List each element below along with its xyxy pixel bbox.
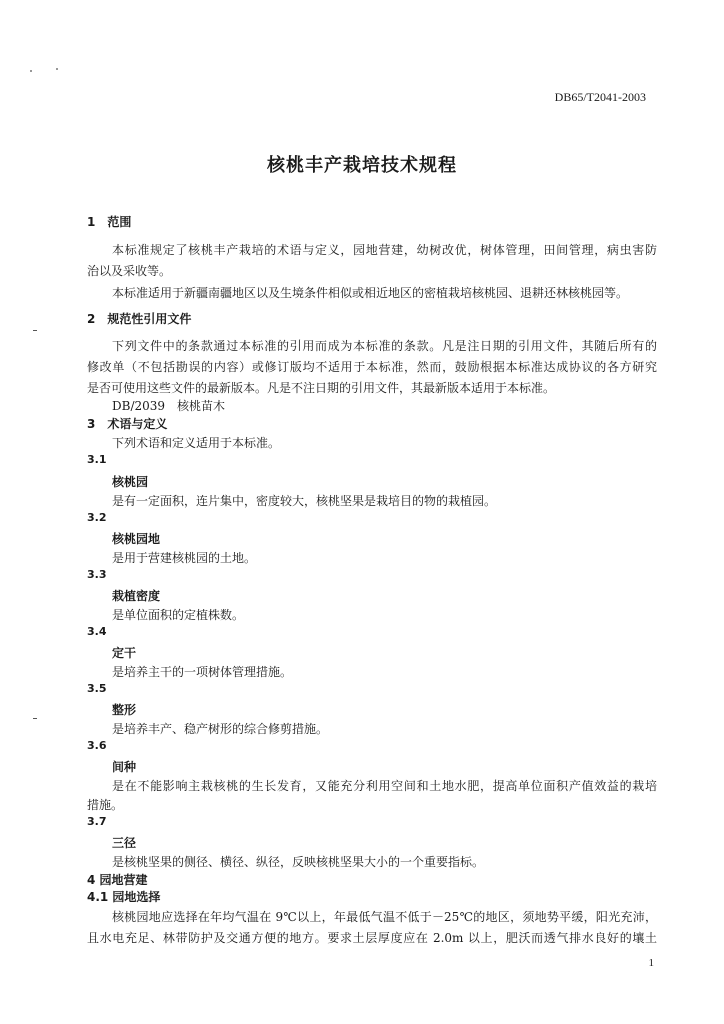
term-name: 栽植密度 <box>112 589 161 603</box>
scan-speck <box>56 68 58 70</box>
section-heading-terms: 3 术语与定义 <box>87 417 168 431</box>
term-name: 定干 <box>112 646 137 660</box>
paragraph-line: 下列文件中的条款通过本标准的引用而成为本标准的条款。凡是注日期的引用文件，其随后所有的 <box>112 339 657 353</box>
term-definition: 是用于营建核桃园的土地。 <box>112 551 257 565</box>
document-title: 核桃丰产栽培技术规程 <box>267 155 457 176</box>
term-name: 核桃园地 <box>112 532 161 546</box>
paragraph-line: 是否可使用这些文件的最新版本。凡是不注日期的引用文件，其最新版本适用于本标准。 <box>87 381 556 395</box>
clause-number: 3.7 <box>87 815 107 828</box>
binding-mark <box>33 330 37 331</box>
term-definition: 是培养丰产、稳产树形的综合修剪措施。 <box>112 722 329 736</box>
paragraph-line: 治以及采收等。 <box>87 264 172 278</box>
clause-number: 3.6 <box>87 739 107 752</box>
term-definition: 是有一定面积，连片集中，密度较大，核桃坚果是栽培目的物的栽植园。 <box>112 494 497 508</box>
term-name: 整形 <box>112 703 137 717</box>
paragraph-line: 且水电充足、林带防护及交通方便的地方。要求土层厚度应在 2.0m 以上，肥沃而透气排水良好的壤土 <box>87 931 657 945</box>
paragraph-line: 下列术语和定义适用于本标准。 <box>112 436 281 450</box>
term-definition: 是在不能影响主栽核桃的生长发育，又能充分利用空间和土地水肥，提高单位面积产值效益的栽培 <box>112 779 657 793</box>
term-name: 核桃园 <box>112 475 149 489</box>
paragraph-line: 本标准适用于新疆南疆地区以及生境条件相似或相近地区的密植栽培核桃园、退耕还林核桃园等。 <box>112 286 629 300</box>
term-definition: 是核桃坚果的侧径、横径、纵径，反映核桃坚果大小的一个重要指标。 <box>112 855 485 869</box>
reference-item: DB/2039 核桃苗木 <box>112 399 226 413</box>
section-heading-orchard: 4 园地营建 <box>87 873 148 887</box>
clause-number: 3.3 <box>87 568 107 581</box>
clause-number: 3.4 <box>87 625 107 638</box>
paragraph-line: 修改单（不包括勘误的内容）或修订版均不适用于本标准，然而，鼓励根据本标准达成协议的各方研究 <box>87 360 657 374</box>
page-number: 1 <box>648 957 654 969</box>
paragraph-line: 核桃园地应选择在年均气温在 9℃以上，年最低气温不低于－25℃的地区，须地势平缓，阳光充沛， <box>112 910 657 924</box>
paragraph-line: 本标准规定了核桃丰产栽培的术语与定义，园地营建，幼树改优，树体管理，田间管理，病虫害防 <box>112 243 657 257</box>
term-definition: 是单位面积的定植株数。 <box>112 608 245 622</box>
clause-number: 3.2 <box>87 511 107 524</box>
term-definition: 是培养主干的一项树体管理措施。 <box>112 665 293 679</box>
term-definition: 措施。 <box>87 798 124 812</box>
document-code: DB65/T2041-2003 <box>554 90 646 104</box>
section-heading-references: 2 规范性引用文件 <box>87 312 192 326</box>
subsection-heading: 4.1 园地选择 <box>87 890 161 904</box>
clause-number: 3.5 <box>87 682 107 695</box>
scan-speck <box>30 70 32 72</box>
term-name: 三径 <box>112 836 137 850</box>
clause-number: 3.1 <box>87 453 107 466</box>
binding-mark <box>33 718 37 719</box>
term-name: 间种 <box>112 760 137 774</box>
section-heading-scope: 1 范围 <box>87 215 132 229</box>
